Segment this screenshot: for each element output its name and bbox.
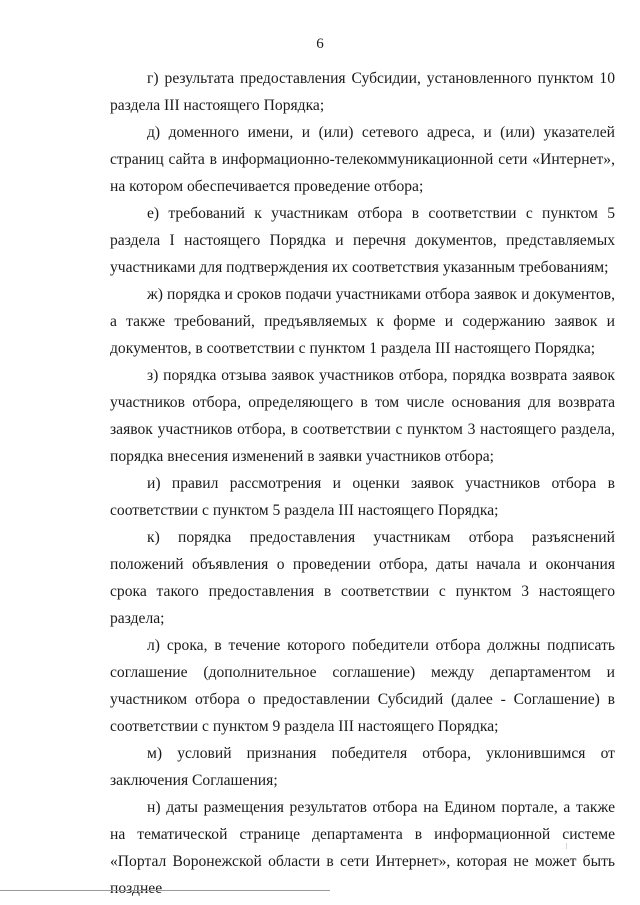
- paragraph-k: к) порядка предоставления участникам отбора разъяснений положений объявления о проведении отбора, даты начала и окончания срока такого предоставления в соответствии с пунктом 3 настоящего раздела;: [110, 529, 615, 627]
- paragraph-n: н) даты размещения результатов отбора на Едином портале, а также на тематической странице департамента в информационной системе «Портал Воронежской области в сети Интернет», которая не может быть позднее: [110, 799, 615, 897]
- document-body: [110, 65, 615, 902]
- paragraph-zh: ж) порядка и сроков подачи участниками отбора заявок и документов, а также требований, предъявляемых к форме и содержанию заявок и документов, в соответствии с пунктом 1 раздела III настоящего Порядка;: [110, 286, 615, 357]
- paragraph-z: з) порядка отзыва заявок участников отбора, порядка возврата заявок участников отбора, определяющего в том числе основания для возврата заявок участников отбора, в соответствии с пунктом 3 настоящего раздела, порядка внесения изменений в заявки участников отбора;: [110, 367, 615, 465]
- scan-artifact: [566, 843, 567, 849]
- paragraph-l: л) срока, в течение которого победители отбора должны подписать соглашение (дополнительное соглашение) между департаментом и участником отбора о предоставлении Субсидий (далее - Соглашение) в соответствии с пунктом 9 раздела III настоящего Порядка;: [110, 637, 615, 735]
- footer-divider: [0, 890, 330, 891]
- page-number: 6: [316, 36, 324, 52]
- paragraph-i: и) правил рассмотрения и оценки заявок участников отбора в соответствии с пунктом 5 раздела III настоящего Порядка;: [110, 475, 615, 519]
- paragraph-g: г) результата предоставления Субсидии, установленного пунктом 10 раздела III настоящего Порядка;: [110, 70, 615, 114]
- paragraph-d: д) доменного имени, и (или) сетевого адреса, и (или) указателей страниц сайта в информационно-телекоммуникационной сети «Интернет», на котором обеспечивается проведение отбора;: [110, 124, 615, 195]
- paragraph-m: м) условий признания победителя отбора, уклонившимся от заключения Соглашения;: [110, 745, 615, 789]
- paragraph-e: е) требований к участникам отбора в соответствии с пунктом 5 раздела I настоящего Порядка и перечня документов, представляемых участниками для подтверждения их соответствия указанным требованиям;: [110, 205, 615, 276]
